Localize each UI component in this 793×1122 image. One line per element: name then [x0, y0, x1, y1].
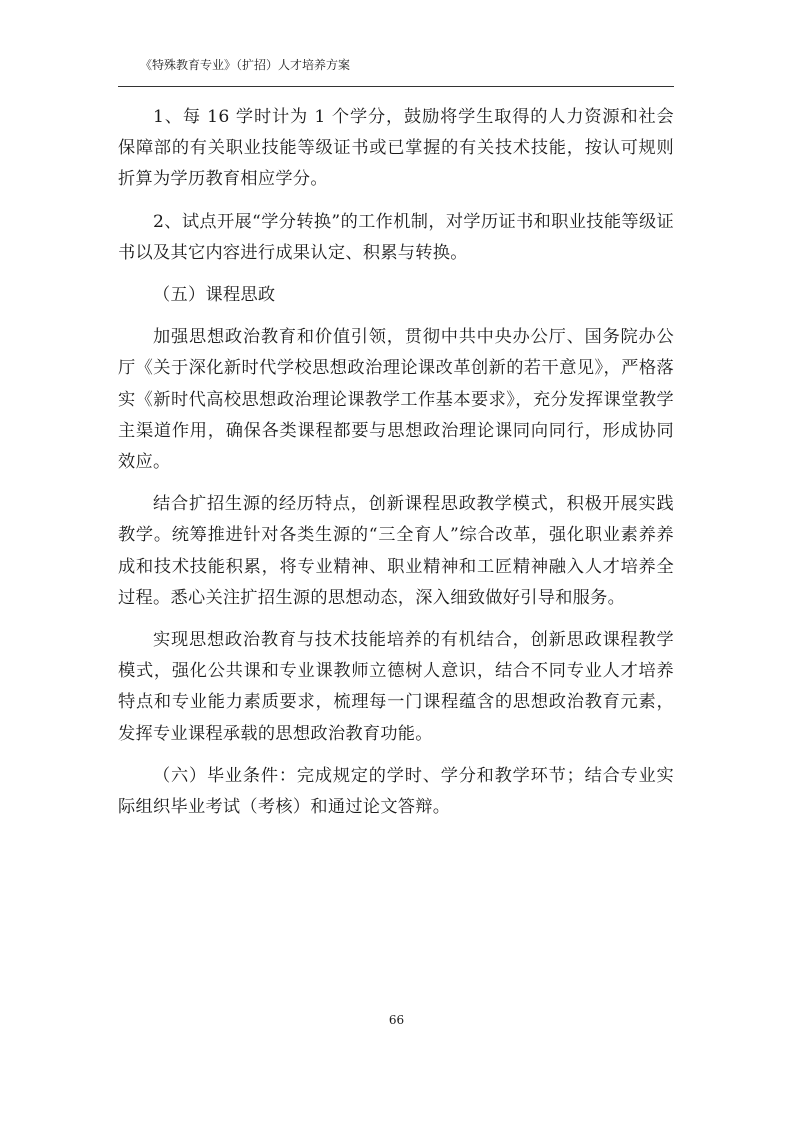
paragraph-practice-teaching: 结合扩招生源的经历特点，创新课程思政教学模式，积极开展实践教学。统筹推进针对各类生源的“三全育人”综合改革，强化职业素养养成和技术技能积累，将专业精神、职业精神和工匠精神融入人才培养全过程。悉心关注扩招生源的思想动态，深入细致做好引导和服务。 [118, 494, 674, 608]
section-heading-curriculum-ideology: （五）课程思政 [153, 285, 276, 306]
paragraph-credit-transfer: 2、试点开展“学分转换”的工作机制，对学历证书和职业技能等级证书以及其它内容进行成果认定、积累与转换。 [118, 211, 674, 263]
header-title: 《特殊教育专业》（扩招）人才培养方案 [140, 58, 351, 72]
paragraph-integration: 实现思想政治教育与技术技能培养的有机结合，创新思政课程教学模式，强化公共课和专业课教师立德树人意识，结合不同专业人才培养特点和专业能力素质要求，梳理每一门课程蕴含的思想政治教育元素，发挥专业课程承载的思想政治教育功能。 [118, 630, 674, 744]
paragraph-ideology-guidance: 加强思想政治教育和价值引领，贯彻中共中央办公厅、国务院办公厅《关于深化新时代学校思想政治理论课改革创新的若干意见》，严格落实《新时代高校思想政治理论课教学工作基本要求》，充分发挥课堂教学主渠道作用，确保各类课程都要与思想政治理论课同向同行，形成协同效应。 [118, 327, 674, 473]
page-number: 66 [388, 1013, 405, 1027]
page-header [118, 56, 674, 87]
paragraph-credit-rule: 1、每 16 学时计为 1 个学分，鼓励将学生取得的人力资源和社会保障部的有关职业技能等级证书或已掌握的有关技术技能，按认可规则折算为学历教育相应学分。 [118, 107, 674, 190]
paragraph-graduation-conditions: （六）毕业条件：完成规定的学时、学分和教学环节；结合专业实际组织毕业考试（考核）和通过论文答辩。 [118, 765, 674, 818]
document-body [118, 102, 674, 834]
